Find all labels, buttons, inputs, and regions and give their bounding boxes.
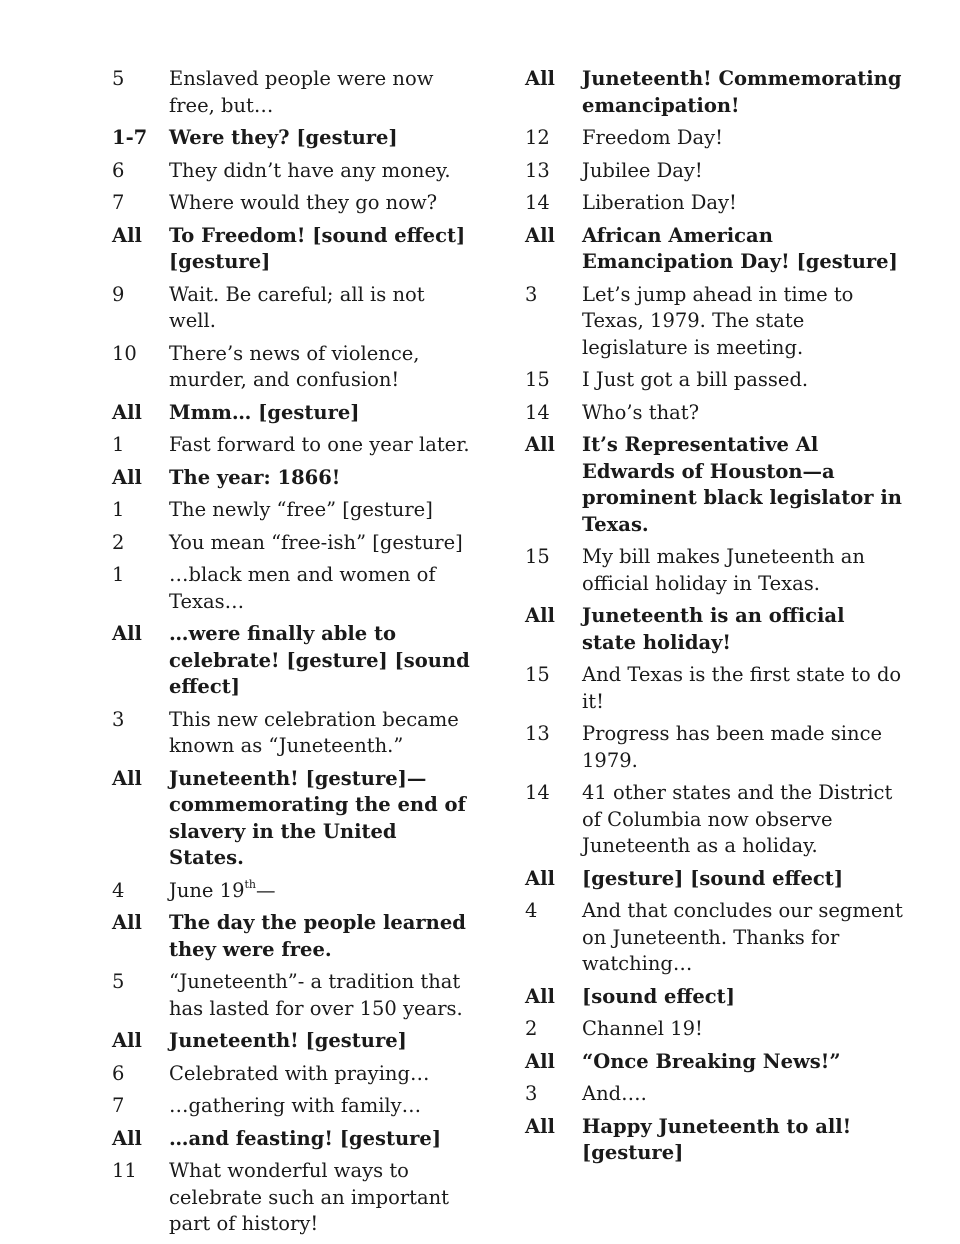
script-line bbox=[525, 721, 905, 774]
speaker-label: 3 bbox=[525, 1082, 538, 1105]
script-line bbox=[112, 1028, 472, 1055]
speaker-label: All bbox=[525, 223, 555, 247]
script-column-left bbox=[112, 66, 472, 1244]
script-line bbox=[112, 341, 472, 394]
script-line bbox=[525, 1016, 905, 1043]
line-text: Where would they go now? bbox=[169, 191, 438, 214]
speaker-label: All bbox=[525, 1114, 555, 1138]
line-text: Let’s jump ahead in time to Texas, 1979. The state legislature is meeting. bbox=[582, 282, 854, 359]
line-text: “Once Breaking News!” bbox=[582, 1049, 841, 1073]
speaker-label: 15 bbox=[525, 663, 550, 686]
script-line bbox=[112, 432, 472, 459]
speaker-label: All bbox=[112, 223, 142, 247]
line-text: Happy Juneteenth to all! [gesture] bbox=[582, 1114, 852, 1164]
line-text: There’s news of violence, murder, and confusion! bbox=[169, 341, 420, 391]
line-text: Juneteenth! Commemorating emancipation! bbox=[582, 67, 902, 117]
script-line bbox=[525, 662, 905, 715]
script-line bbox=[112, 1158, 472, 1238]
speaker-label: All bbox=[525, 67, 555, 90]
speaker-label: All bbox=[112, 465, 142, 489]
line-text: To Freedom! [sound effect] [gesture] bbox=[169, 223, 466, 273]
line-text: Channel 19! bbox=[582, 1017, 703, 1040]
script-line bbox=[112, 223, 472, 276]
script-line bbox=[525, 190, 905, 217]
line-text: And that concludes our segment on Juneteenth. Thanks for watching… bbox=[582, 899, 903, 975]
script-line bbox=[112, 190, 472, 217]
speaker-label: All bbox=[112, 622, 142, 645]
script-line bbox=[525, 780, 905, 860]
speaker-label: 1 bbox=[112, 563, 125, 586]
script-line bbox=[112, 878, 472, 905]
script-line bbox=[525, 1114, 905, 1167]
script-line bbox=[112, 707, 472, 760]
line-text: [sound effect] bbox=[582, 984, 735, 1008]
script-line bbox=[112, 910, 472, 963]
speaker-label: 14 bbox=[525, 781, 550, 804]
speaker-label: 3 bbox=[525, 282, 538, 306]
line-text: …black men and women of Texas… bbox=[169, 563, 436, 613]
line-text bbox=[169, 878, 472, 905]
line-text: And…. bbox=[582, 1082, 647, 1105]
script-line bbox=[525, 984, 905, 1011]
ordinal-suffix: th bbox=[244, 878, 257, 891]
script-line bbox=[112, 282, 472, 335]
speaker-label: 13 bbox=[525, 722, 550, 745]
speaker-label: 1-7 bbox=[112, 126, 148, 149]
script-line bbox=[112, 400, 472, 427]
line-text: …were finally able to celebrate! [gesture] [sound effect] bbox=[169, 622, 470, 698]
speaker-label: All bbox=[112, 400, 142, 424]
speaker-label: 12 bbox=[525, 126, 550, 149]
speaker-label: All bbox=[525, 433, 555, 456]
script-line bbox=[525, 866, 905, 893]
speaker-label: 6 bbox=[112, 1061, 125, 1085]
script-line bbox=[525, 1049, 905, 1076]
speaker-label: All bbox=[112, 1126, 142, 1150]
line-text: You mean “free-ish” [gesture] bbox=[169, 530, 463, 554]
line-text: Jubilee Day! bbox=[582, 158, 703, 182]
speaker-label: 15 bbox=[525, 545, 550, 568]
speaker-label: 1 bbox=[112, 498, 125, 521]
speaker-label: All bbox=[525, 984, 555, 1008]
speaker-label: 15 bbox=[525, 368, 550, 391]
line-text: They didn’t have any money. bbox=[169, 158, 451, 182]
script-line bbox=[112, 1061, 472, 1088]
line-text: Fast forward to one year later. bbox=[169, 433, 470, 456]
script-line bbox=[525, 66, 905, 119]
script-line bbox=[525, 1081, 905, 1108]
line-text: …and feasting! [gesture] bbox=[169, 1126, 442, 1150]
line-text-main: June 19 bbox=[169, 878, 245, 902]
line-text-tail: — bbox=[256, 878, 276, 902]
script-line bbox=[112, 158, 472, 185]
script-line bbox=[525, 125, 905, 152]
line-text: African American Emancipation Day! [gesture] bbox=[582, 223, 898, 273]
line-text: It’s Representative Al Edwards of Houston—a prominent black legislator in Texas. bbox=[582, 433, 902, 536]
speaker-label: All bbox=[112, 911, 142, 934]
script-line bbox=[112, 465, 472, 492]
script-line bbox=[112, 530, 472, 557]
line-text: Celebrated with praying… bbox=[169, 1061, 430, 1085]
speaker-label: 6 bbox=[112, 158, 125, 182]
script-line bbox=[525, 603, 905, 656]
script-line bbox=[112, 766, 472, 872]
speaker-label: All bbox=[112, 1029, 142, 1052]
script-line bbox=[525, 158, 905, 185]
line-text: I Just got a bill passed. bbox=[582, 368, 809, 391]
speaker-label: All bbox=[525, 1049, 555, 1073]
line-text: Juneteenth! [gesture] bbox=[169, 1029, 407, 1052]
line-text: This new celebration became known as “Juneteenth.” bbox=[169, 707, 459, 757]
line-text: Enslaved people were now free, but… bbox=[169, 67, 434, 117]
speaker-label: All bbox=[525, 604, 555, 627]
speaker-label: 14 bbox=[525, 400, 550, 424]
speaker-label: 10 bbox=[112, 341, 137, 365]
line-text: Were they? [gesture] bbox=[169, 126, 398, 149]
line-text: Juneteenth is an official state holiday! bbox=[582, 604, 845, 654]
line-text: The day the people learned they were free. bbox=[169, 911, 466, 961]
script-line bbox=[525, 223, 905, 276]
line-text: [gesture] [sound effect] bbox=[582, 866, 844, 890]
line-text: The year: 1866! bbox=[169, 465, 341, 489]
line-text: Wait. Be careful; all is not well. bbox=[169, 282, 425, 332]
line-text: Juneteenth! [gesture]—commemorating the end of slavery in the United States. bbox=[169, 766, 466, 869]
line-text: My bill makes Juneteenth an official holiday in Texas. bbox=[582, 545, 865, 595]
speaker-label: 2 bbox=[525, 1017, 538, 1040]
speaker-label: 1 bbox=[112, 433, 125, 456]
line-text: The newly “free” [gesture] bbox=[169, 498, 433, 521]
speaker-label: 11 bbox=[112, 1159, 137, 1182]
script-line bbox=[525, 544, 905, 597]
line-text: Freedom Day! bbox=[582, 126, 723, 149]
line-text: Progress has been made since 1979. bbox=[582, 722, 883, 772]
line-text: And Texas is the first state to do it! bbox=[582, 663, 902, 713]
script-line bbox=[112, 125, 472, 152]
script-column-right bbox=[525, 66, 905, 1173]
script-line bbox=[525, 898, 905, 978]
speaker-label: 9 bbox=[112, 282, 125, 306]
speaker-label: 5 bbox=[112, 970, 125, 993]
script-line bbox=[112, 1093, 472, 1120]
script-line bbox=[112, 621, 472, 701]
script-line bbox=[112, 66, 472, 119]
speaker-label: All bbox=[112, 766, 142, 790]
script-line bbox=[525, 400, 905, 427]
line-text: Who’s that? bbox=[582, 400, 700, 424]
speaker-label: 4 bbox=[525, 899, 538, 922]
speaker-label: 5 bbox=[112, 67, 125, 90]
line-text: “Juneteenth”- a tradition that has lasted for over 150 years. bbox=[169, 970, 463, 1020]
script-line bbox=[112, 497, 472, 524]
line-text: …gathering with family… bbox=[169, 1094, 422, 1117]
speaker-label: 14 bbox=[525, 191, 550, 214]
speaker-label: All bbox=[525, 866, 555, 890]
speaker-label: 7 bbox=[112, 1094, 125, 1117]
script-line bbox=[525, 432, 905, 538]
speaker-label: 2 bbox=[112, 530, 125, 554]
script-line bbox=[525, 282, 905, 362]
line-text: Mmm… [gesture] bbox=[169, 400, 360, 424]
script-line bbox=[525, 367, 905, 394]
speaker-label: 4 bbox=[112, 878, 125, 902]
script-line bbox=[112, 1126, 472, 1153]
script-line bbox=[112, 562, 472, 615]
speaker-label: 3 bbox=[112, 707, 125, 731]
speaker-label: 13 bbox=[525, 158, 550, 182]
line-text: 41 other states and the District of Columbia now observe Juneteenth as a holiday. bbox=[582, 781, 893, 857]
script-line bbox=[112, 969, 472, 1022]
speaker-label: 7 bbox=[112, 191, 125, 214]
line-text: What wonderful ways to celebrate such an important part of history! bbox=[169, 1159, 449, 1235]
line-text: Liberation Day! bbox=[582, 191, 737, 214]
